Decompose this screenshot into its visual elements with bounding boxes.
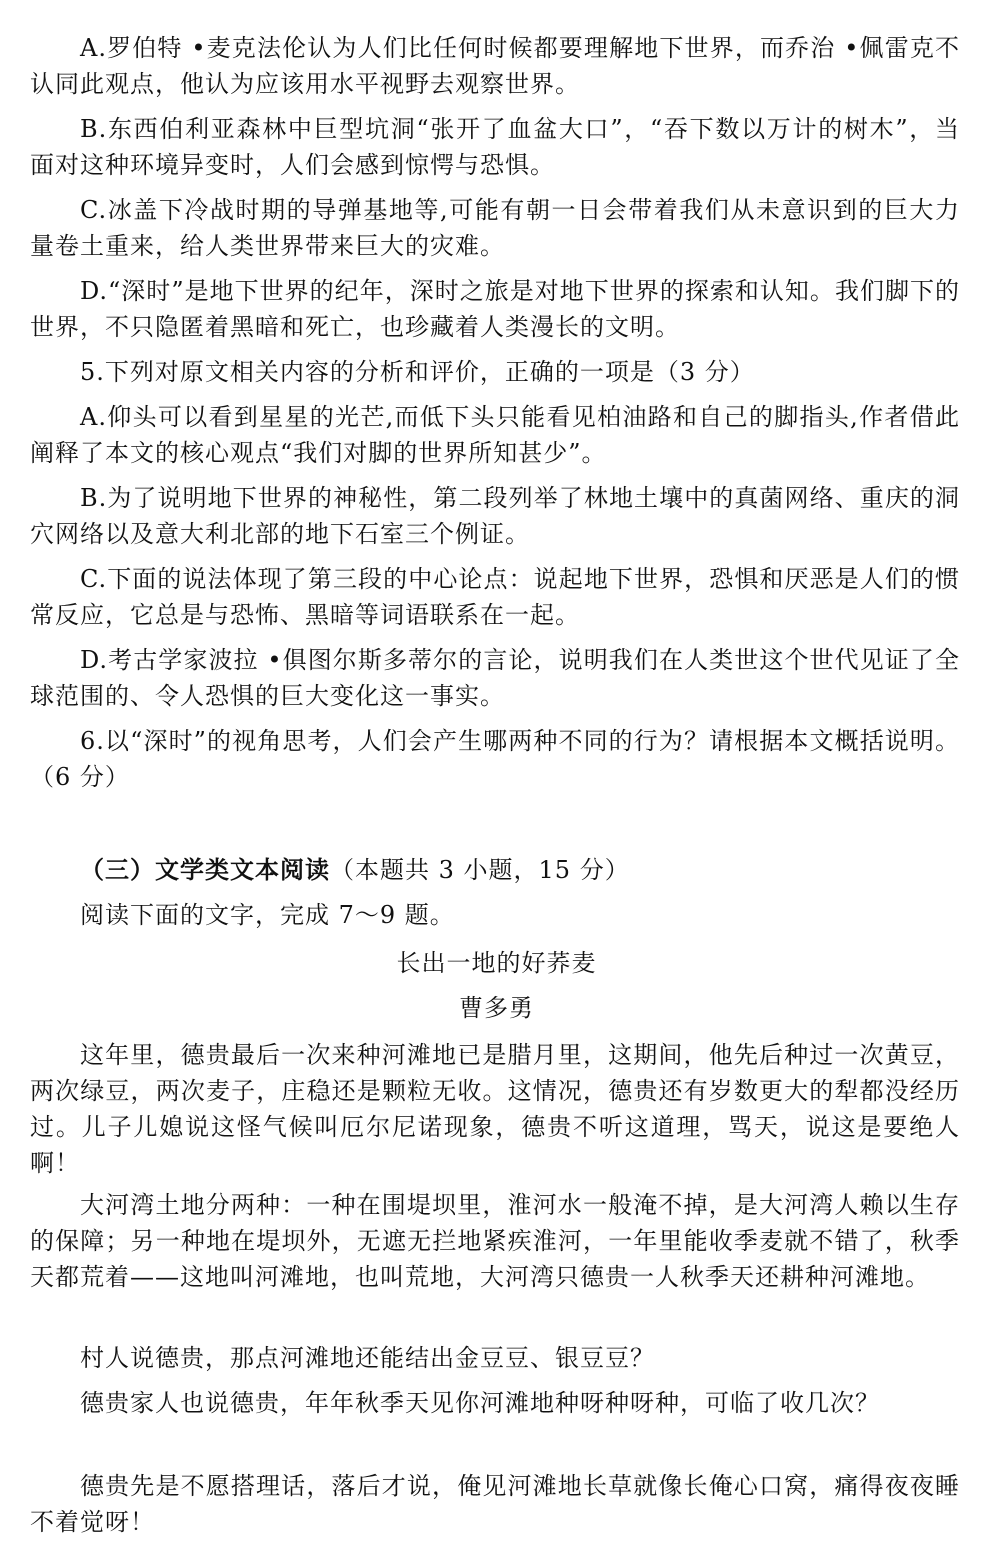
q5-stem: 5.下列对原文相关内容的分析和评价，正确的一项是（3 分） [80, 358, 755, 386]
q4-option-d: D.“深时”是地下世界的纪年，深时之旅是对地下世界的探索和认知。我们脚下的世界，不只隐匿着黑暗和死亡，也珍藏着人类漫长的文明。 [30, 277, 960, 341]
article-paragraph-3: 村人说德贵，那点河滩地还能结出金豆豆、银豆豆？ [80, 1344, 655, 1372]
q4-option-b: B.东西伯利亚森林中巨型坑洞“张开了血盆大口”，“吞下数以万计的树木”，当面对这种环境异变时，人们会感到惊愕与恐惧。 [30, 115, 960, 179]
q6-stem: 6.以“深时”的视角思考，人们会产生哪两种不同的行为？请根据本文概括说明。（6 分） [30, 727, 960, 791]
q5-option-a: A.仰头可以看到星星的光芒,而低下头只能看见柏油路和自己的脚指头,作者借此阐释了本文的核心观点“我们对脚的世界所知甚少”。 [30, 403, 960, 467]
q4-option-c: C.冰盖下冷战时期的导弹基地等,可能有朝一日会带着我们从未意识到的巨大力量卷土重来，给人类世界带来巨大的灾难。 [30, 196, 960, 260]
q5-option-b: B.为了说明地下世界的神秘性，第二段列举了林地土壤中的真菌网络、重庆的洞穴网络以及意大利北部的地下石室三个例证。 [30, 484, 960, 548]
article-paragraph-4: 德贵家人也说德贵，年年秋季天见你河滩地种呀种呀种，可临了收几次？ [80, 1389, 880, 1417]
q4-option-a: A.罗伯特 •麦克法伦认为人们比任何时候都要理解地下世界，而乔治 •佩雷克不认同此观点，他认为应该用水平视野去观察世界。 [30, 34, 960, 98]
reading-instruction: 阅读下面的文字，完成 7～9 题。 [80, 901, 455, 929]
article-title: 长出一地的好荞麦 [396, 949, 597, 977]
article-author: 曹多勇 [459, 994, 534, 1022]
article-paragraph-5: 德贵先是不愿搭理话，落后才说，俺见河滩地长草就像长俺心口窝，痛得夜夜睡不着觉呀！ [30, 1472, 960, 1536]
article-paragraph-2: 大河湾土地分两种：一种在围堤坝里，淮河水一般淹不掉，是大河湾人赖以生存的保障；另一种地在堤坝外，无遮无拦地紧疾淮河，一年里能收季麦就不错了，秋季天都荒着——这地叫河滩地，也叫荒地，大河湾只德贵一人秋季天还耕种河滩地。 [30, 1191, 960, 1291]
section-heading [80, 852, 980, 888]
q5-option-c: C.下面的说法体现了第三段的中心论点：说起地下世界，恐惧和厌恶是人们的惯常反应，它总是与恐怖、黑暗等词语联系在一起。 [30, 565, 960, 629]
section-heading-rest: （本题共 3 小题，15 分） [330, 856, 630, 884]
article-paragraph-1: 这年里，德贵最后一次来种河滩地已是腊月里，这期间，他先后种过一次黄豆，两次绿豆，两次麦子，庄稳还是颗粒无收。这情况，德贵还有岁数更大的犁都没经历过。儿子儿媳说这怪气候叫厄尔尼诺现象，德贵不听这道理，骂天，说这是要绝人啊！ [30, 1041, 960, 1177]
section-heading-bold: （三）文学类文本阅读 [80, 856, 330, 884]
q5-option-d: D.考古学家波拉 •俱图尔斯多蒂尔的言论，说明我们在人类世这个世代见证了全球范围的、令人恐惧的巨大变化这一事实。 [30, 646, 960, 710]
